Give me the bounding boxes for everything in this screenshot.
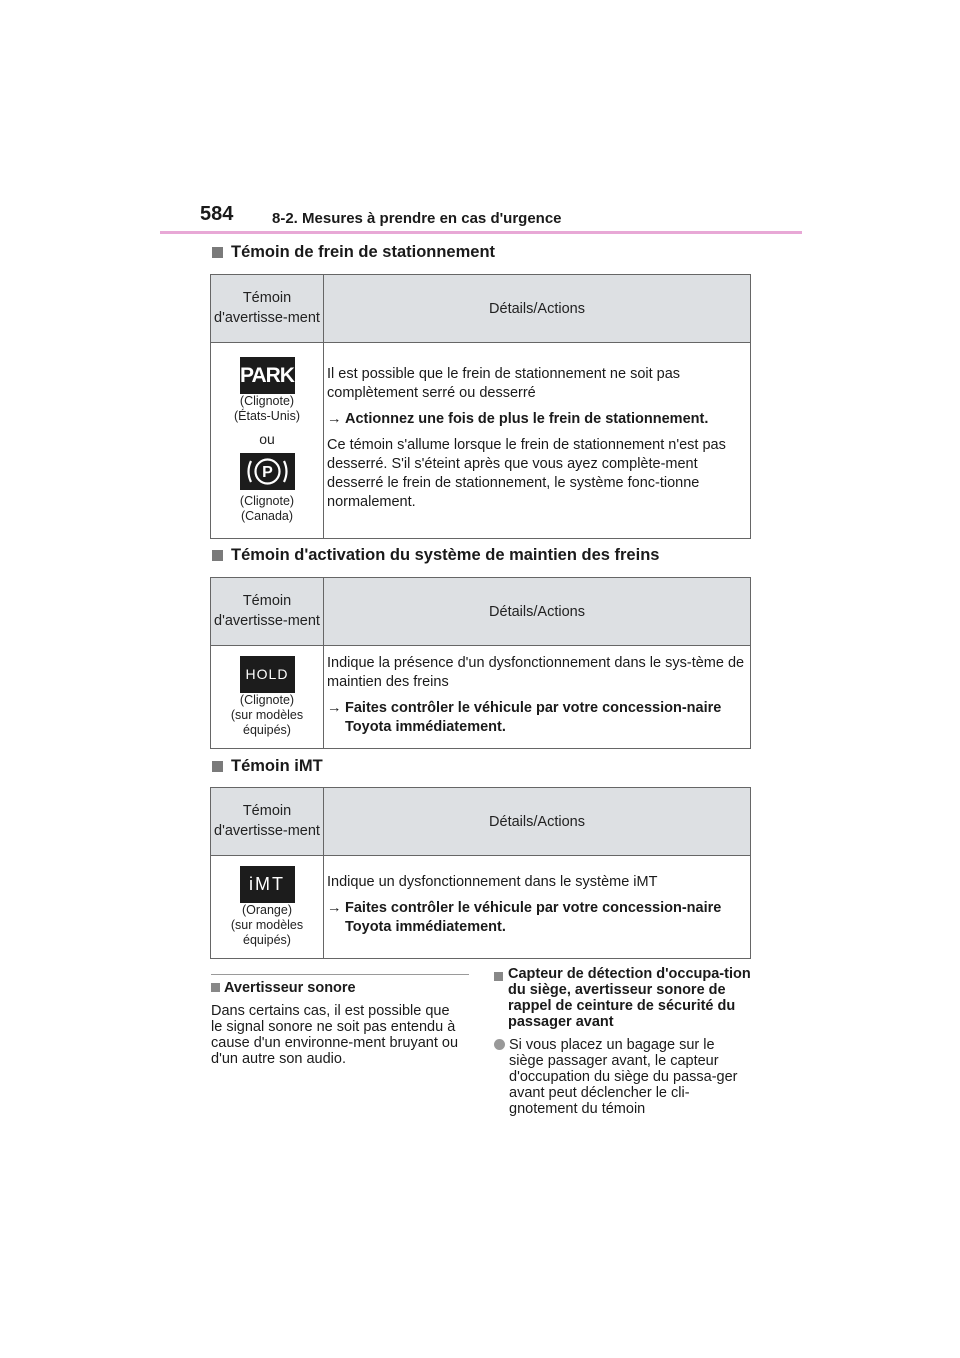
- details-cell: [324, 343, 751, 539]
- col-header-indicator: Témoin d'avertisse-ment: [211, 275, 324, 343]
- note-left: [211, 980, 461, 1067]
- section-title-parking-brake: Témoin de frein de stationnement: [212, 243, 495, 262]
- arrow-icon: →: [327, 900, 342, 916]
- square-bullet-icon: [211, 983, 220, 992]
- imt-table: [210, 787, 751, 959]
- note-right: [494, 966, 752, 1117]
- detail-text: Il est possible que le frein de stationnement ne soit pas complètement serré ou desserré: [327, 366, 681, 401]
- parking-brake-p-icon: [240, 453, 295, 490]
- imt-icon: iMT: [240, 866, 295, 903]
- col-header-details: Détails/Actions: [324, 578, 751, 646]
- action-text: Actionnez une fois de plus le frein de stationnement.: [345, 411, 709, 427]
- col-header-indicator: Témoin d'avertisse-ment: [211, 578, 324, 646]
- icon-caption: (sur modèles équipés): [230, 708, 304, 737]
- details-cell: [324, 646, 751, 749]
- icon-caption: (sur modèles équipés): [230, 918, 304, 947]
- icon-caption: (Clignote): [239, 394, 295, 408]
- square-bullet-icon: [212, 761, 223, 772]
- brake-hold-table: [210, 577, 751, 749]
- parking-brake-table: [210, 274, 751, 539]
- details-cell: [324, 856, 751, 959]
- action-line: [327, 410, 746, 429]
- indicator-cell: [211, 646, 324, 749]
- header-rule: [160, 231, 802, 234]
- action-text: Faites contrôler le véhicule par votre concession-naire Toyota immédiatement.: [345, 900, 722, 935]
- action-line: [327, 699, 746, 737]
- section-title-brake-hold: Témoin d'activation du système de maintien des freins: [212, 546, 659, 565]
- chapter-title: 8-2. Mesures à prendre en cas d'urgence: [272, 210, 562, 227]
- note-divider: [211, 974, 469, 975]
- square-bullet-icon: [494, 972, 503, 981]
- detail-text: Indique la présence d'un dysfonctionnement dans le sys-tème de maintien des freins: [327, 654, 745, 690]
- or-text: ou: [259, 431, 275, 447]
- detail-text: Indique un dysfonctionnement dans le système iMT: [327, 874, 658, 890]
- page-number: 584: [200, 203, 234, 225]
- action-text: Faites contrôler le véhicule par votre concession-naire Toyota immédiatement.: [345, 699, 722, 735]
- icon-caption: (États-Unis): [234, 409, 300, 423]
- park-icon: PARK: [240, 357, 295, 394]
- note-title: Avertisseur sonore: [211, 980, 461, 996]
- col-header-indicator: Témoin d'avertisse-ment: [211, 788, 324, 856]
- indicator-cell: [211, 343, 324, 539]
- parking-brake-symbol-icon: [240, 453, 295, 490]
- note-title: Capteur de détection d'occupa-tion du siège, avertisseur sonore de rappel de ceinture de sécurité du passager avant: [494, 966, 752, 1030]
- arrow-icon: →: [327, 699, 342, 716]
- indicator-cell: [211, 856, 324, 959]
- icon-caption: (Canada): [240, 509, 294, 523]
- square-bullet-icon: [212, 550, 223, 561]
- arrow-icon: →: [327, 411, 342, 427]
- icon-caption: (Clignote): [239, 494, 295, 508]
- note-bullet: Si vous placez un bagage sur le siège passager avant, le capteur d'occupation du siège du passa-ger avant peut déclencher le cli-gnotement du témoin: [494, 1037, 752, 1117]
- note-body: Dans certains cas, il est possible que le signal sonore ne soit pas entendu à cause d'un environne-ment bruyant ou d'un autre son audio.: [211, 1003, 459, 1067]
- col-header-details: Détails/Actions: [324, 275, 751, 343]
- col-header-details: Détails/Actions: [324, 788, 751, 856]
- icon-caption: (Clignote): [239, 693, 295, 707]
- icon-caption: (Orange): [241, 903, 293, 917]
- hold-icon: HOLD: [240, 656, 295, 693]
- svg-text:P: P: [261, 464, 273, 481]
- detail-text: Ce témoin s'allume lorsque le frein de stationnement n'est pas desserré. S'il s'éteint après que vous ayez complète-ment desserré le frein de stationnement, le système fonc-tionne normalement.: [327, 437, 726, 510]
- circle-bullet-icon: [494, 1039, 505, 1050]
- section-title-imt: Témoin iMT: [212, 757, 323, 776]
- action-line: [327, 899, 746, 937]
- square-bullet-icon: [212, 247, 223, 258]
